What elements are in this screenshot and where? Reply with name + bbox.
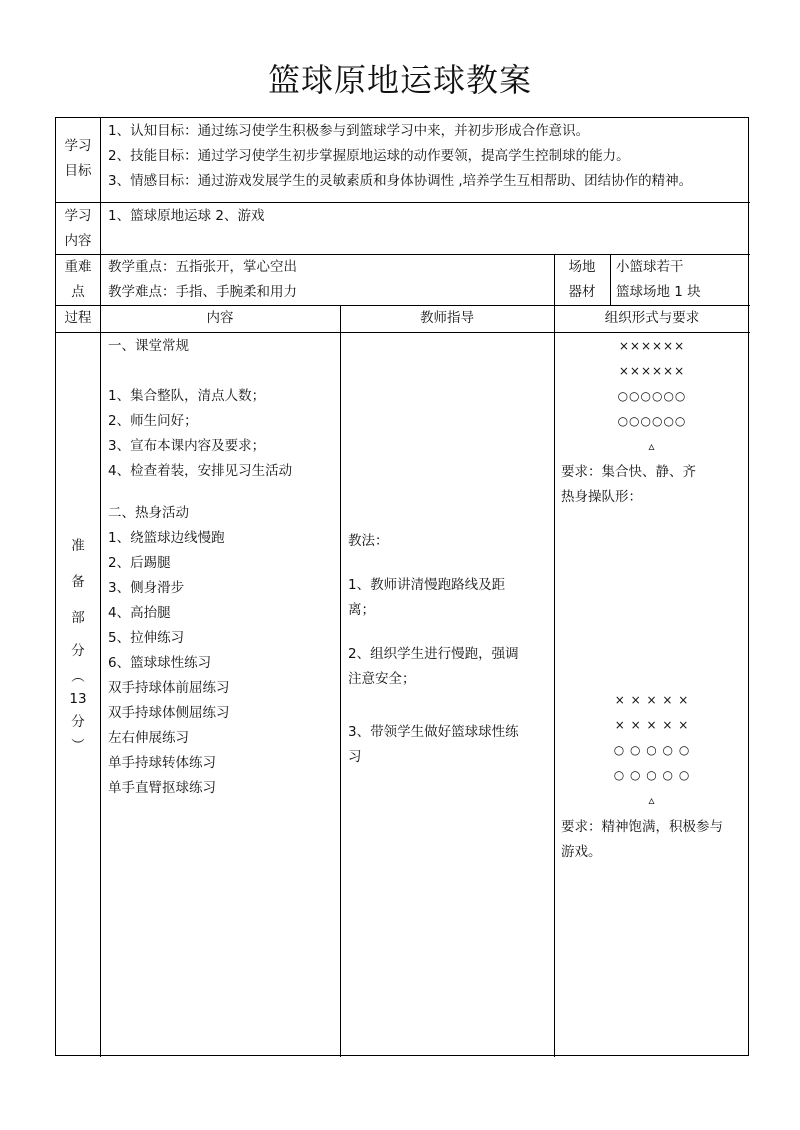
content-label: 学习 内容 bbox=[64, 208, 92, 249]
teaching-focus: 教学重点：五指张开，掌心空出 bbox=[108, 259, 297, 275]
lesson-plan-table bbox=[55, 117, 749, 1056]
objectives-list bbox=[108, 119, 692, 194]
equipment-list bbox=[616, 255, 701, 305]
content-item: 左右伸展练习 bbox=[108, 730, 189, 746]
content-text: 1、篮球原地运球 2、游戏 bbox=[108, 208, 265, 224]
prep-content-list bbox=[108, 334, 292, 801]
teaching-difficulty: 教学难点：手指、手腕柔和用力 bbox=[108, 284, 297, 300]
equipment-item: 小篮球若干 bbox=[616, 259, 684, 275]
formation-row: ×××××× bbox=[618, 364, 686, 378]
content-item: 二、热身活动 bbox=[108, 505, 189, 521]
formation-row: × × × × × bbox=[614, 718, 690, 732]
content-item: 一、课堂常规 bbox=[108, 338, 189, 354]
content-item: 1、绕篮球边线慢跑 bbox=[108, 530, 225, 546]
formation-row: ○ ○ ○ ○ ○ bbox=[613, 768, 691, 782]
page-title: 篮球原地运球教案 bbox=[267, 61, 532, 99]
teacher-guidance bbox=[348, 529, 519, 770]
formation-row: ○○○○○○ bbox=[617, 389, 687, 403]
header-process: 过程 bbox=[64, 310, 92, 326]
content-item: 6、篮球球性练习 bbox=[108, 655, 212, 671]
content-item: 双手持球体前屈练习 bbox=[108, 680, 230, 696]
objective-item: 2、技能目标：通过学习使学生初步掌握原地运球的动作要领，提高学生控制球的能力。 bbox=[108, 148, 630, 164]
formation-row: × × × × × bbox=[614, 693, 690, 707]
header-content: 内容 bbox=[206, 310, 234, 326]
content-item: 4、高抬腿 bbox=[108, 605, 171, 621]
teacher-line: 注意安全； bbox=[348, 671, 416, 687]
row-divider bbox=[56, 202, 750, 203]
content-item: 3、侧身滑步 bbox=[108, 580, 185, 596]
content-item: 2、师生问好； bbox=[108, 413, 198, 429]
requirements-1: 要求：集合快、静、齐 热身操队形： bbox=[561, 464, 696, 505]
equipment-item: 篮球场地 1 块 bbox=[616, 284, 701, 300]
content-item: 5、拉伸练习 bbox=[108, 630, 185, 646]
key-points-text bbox=[108, 255, 297, 305]
content-item: 单手持球转体练习 bbox=[108, 755, 216, 771]
header-teacher: 教师指导 bbox=[420, 310, 474, 326]
teacher-marker: ▵ bbox=[648, 439, 656, 453]
teacher-line: 2、组织学生进行慢跑，强调 bbox=[348, 646, 519, 662]
content-item: 单手直臂抠球练习 bbox=[108, 780, 216, 796]
stage-label: 准 备 部 分 ︵ 13 分 ︶ bbox=[69, 538, 87, 754]
objective-item: 1、认知目标：通过练习使学生积极参与到篮球学习中来，并初步形成合作意识。 bbox=[108, 123, 590, 139]
teacher-marker: ▵ bbox=[648, 793, 656, 807]
objective-item: 3、情感目标：通过游戏发展学生的灵敏素质和身体协调性 ,培养学生互相帮助、团结协作的精神。 bbox=[108, 173, 693, 189]
objectives-label: 学习 目标 bbox=[64, 138, 92, 179]
formation-diagram-2 bbox=[554, 688, 750, 813]
formation-row: ×××××× bbox=[618, 339, 686, 353]
teacher-line: 3、带领学生做好篮球球性练 bbox=[348, 724, 519, 740]
formation-diagram-1 bbox=[554, 334, 750, 459]
formation-row: ○○○○○○ bbox=[617, 414, 687, 428]
col-divider bbox=[610, 254, 611, 305]
formation-row: ○ ○ ○ ○ ○ bbox=[613, 743, 691, 757]
col-divider bbox=[340, 305, 341, 1057]
requirements-2: 要求：精神饱满，积极参与 游戏。 bbox=[561, 819, 723, 860]
row-divider bbox=[56, 332, 750, 333]
teacher-line: 1、教师讲清慢跑路线及距 bbox=[348, 577, 506, 593]
header-organization: 组织形式与要求 bbox=[604, 310, 700, 326]
teacher-line: 教法： bbox=[348, 533, 389, 549]
content-item: 4、检查着装，安排见习生活动 bbox=[108, 463, 293, 479]
content-item: 3、宣布本课内容及要求； bbox=[108, 438, 266, 454]
content-item: 2、后踢腿 bbox=[108, 555, 171, 571]
content-item: 1、集合整队，清点人数； bbox=[108, 388, 266, 404]
teacher-line: 离； bbox=[348, 602, 375, 618]
col-divider bbox=[100, 118, 101, 1057]
venue-label: 场地 器材 bbox=[568, 259, 596, 300]
key-points-label: 重难 点 bbox=[64, 259, 92, 300]
teacher-line: 习 bbox=[348, 749, 362, 765]
content-item: 双手持球体侧屈练习 bbox=[108, 705, 230, 721]
